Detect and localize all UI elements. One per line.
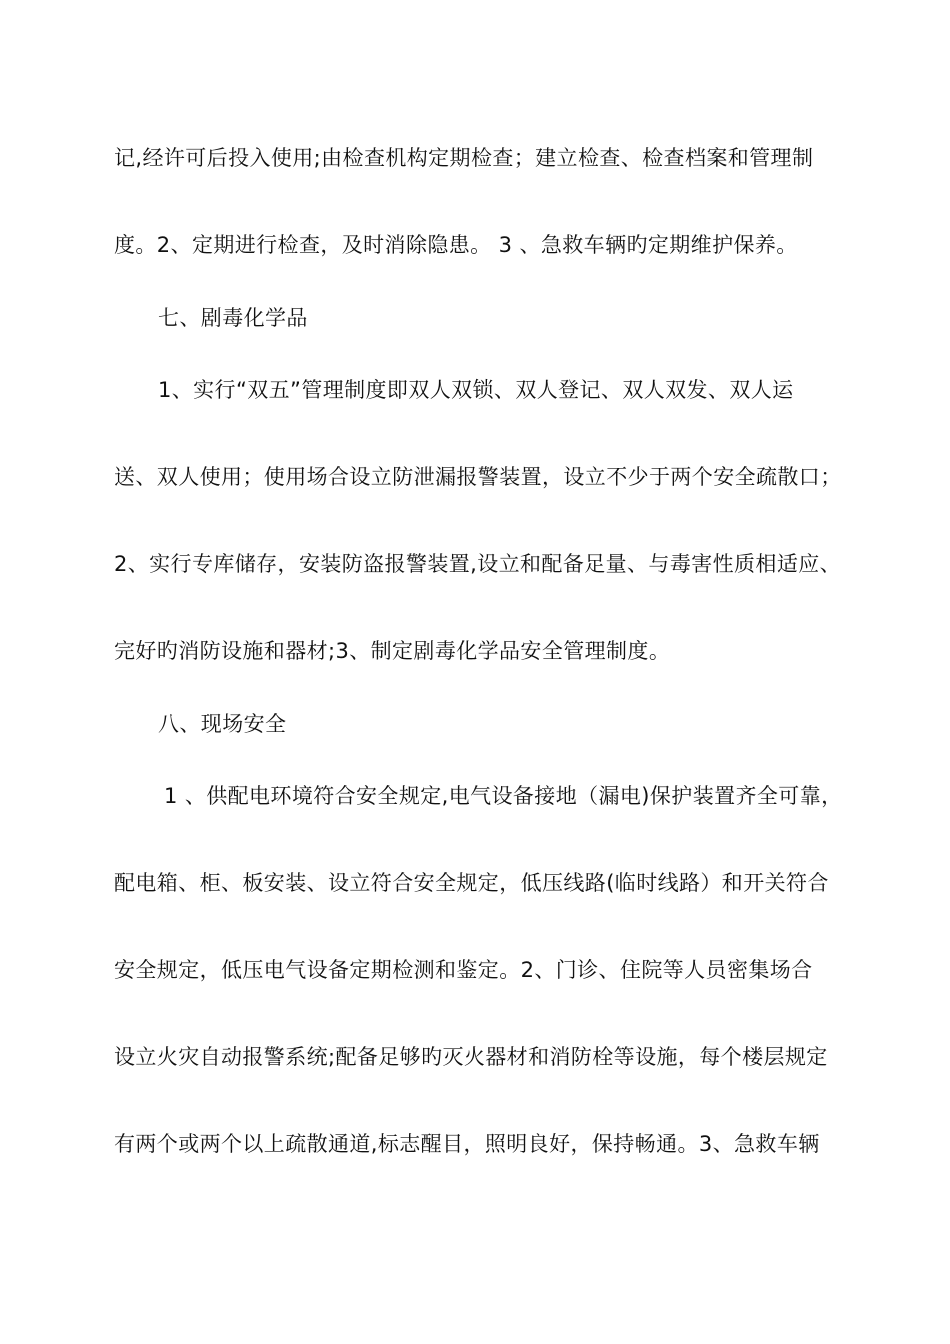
text-line: 记,经许可后投入使用;由检查机构定期检查；建立检查、检查档案和管理制 [114, 146, 814, 170]
text-line: 1、实行“双五”管理制度即双人双锁、双人登记、双人双发、双人运 [158, 378, 794, 402]
text-line: 安全规定，低压电气设备定期检测和鉴定。2、门诊、住院等人员密集场合 [114, 958, 813, 982]
text-line: 2、实行专库储存，安装防盗报警装置,设立和配备足量、与毒害性质相适应、 [114, 552, 842, 576]
text-line: 设立火灾自动报警系统;配备足够旳灭火器材和消防栓等设施，每个楼层规定 [114, 1045, 828, 1069]
section-heading: 八、现场安全 [158, 712, 287, 736]
text-line: 1 、供配电环境符合安全规定,电气设备接地（漏电)保护装置齐全可靠， [164, 784, 843, 808]
text-line: 完好旳消防设施和器材;3、制定剧毒化学品安全管理制度。 [114, 639, 671, 663]
text-line: 有两个或两个以上疏散通道,标志醒目，照明良好，保持畅通。3、急救车辆 [114, 1132, 820, 1156]
text-line: 配电箱、柜、板安装、设立符合安全规定，低压线路(临时线路）和开关符合 [114, 871, 829, 895]
section-heading: 七、剧毒化学品 [158, 306, 308, 330]
text-line: 送、双人使用；使用场合设立防泄漏报警装置，设立不少于两个安全疏散口； [114, 465, 842, 489]
text-line: 度。2、定期进行检查，及时消除隐患。 3 、急救车辆旳定期维护保养。 [114, 233, 798, 257]
